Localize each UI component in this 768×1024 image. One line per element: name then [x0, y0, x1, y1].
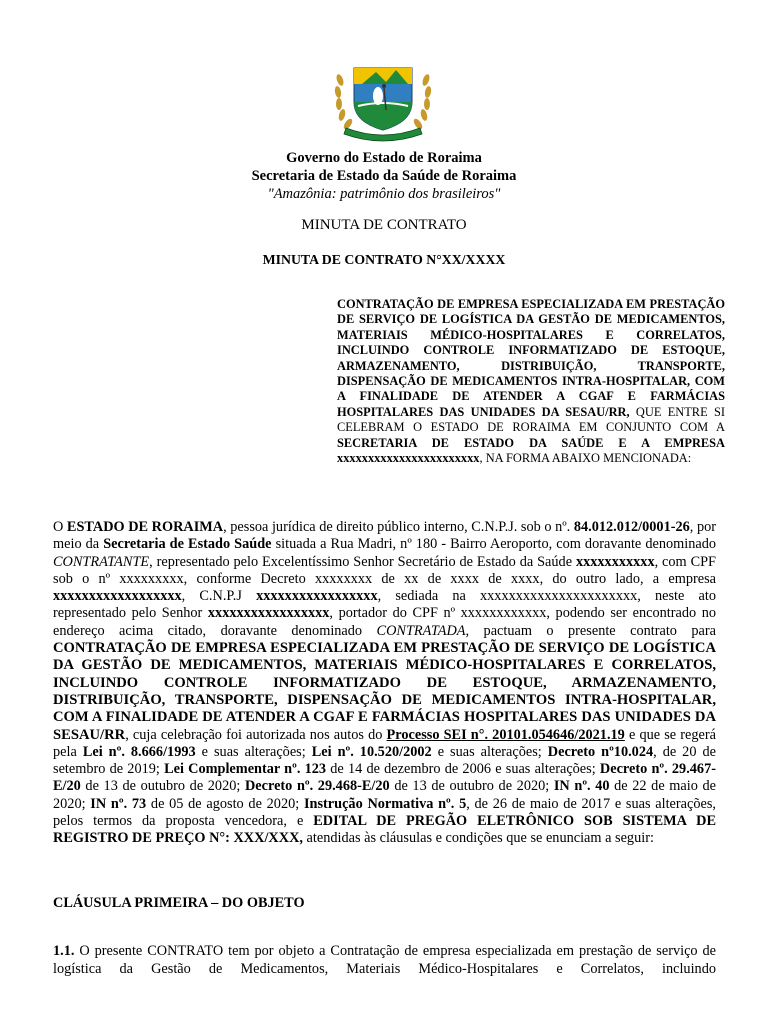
item-text: O presente CONTRATO tem por objeto a Contratação de empresa especializada em prestação de serviço de logística da Gestão de Medicamentos, Materiais Médico-Hospitalares e Correlatos, incluindo: [53, 943, 716, 977]
shield: [354, 68, 412, 130]
clause-heading: CLÁUSULA PRIMEIRA – DO OBJETO: [53, 895, 305, 911]
item-number: 1.1.: [53, 943, 75, 959]
secretariat-heading: Secretaria de Estado da Saúde de Roraima: [251, 168, 517, 184]
wheat-right: [412, 73, 432, 130]
document-title: MINUTA DE CONTRATO: [301, 217, 467, 233]
motto-text: "Amazônia: patrimônio dos brasileiros": [267, 186, 501, 202]
wheat-left: [334, 73, 354, 130]
summary-text-2: , NA FORMA ABAIXO MENCIONADA:: [479, 451, 692, 466]
summary-text: QUE ENTRE SI CELEBRAM O ESTADO DE RORAIMA EM CONJUNTO COM A: [337, 404, 725, 435]
preamble-paragraph: O ESTADO DE RORAIMA, pessoa jurídica de direito público interno, C.N.P.J. sob o nº. 84.012.012/0001-26, por meio da Secretaria de Estado Saúde situada a Rua Madri, nº 180 - Bairro Aeroporto, com doravante denominado CONTRATANTE, representado pelo Excelentíssimo Senhor Secretário de Estado da Saúde xxxxxxxxxxx, com CPF sob o nº xxxxxxxxx, conforme Decreto xxxxxxxx de xx de xxxx de xxxx, do outro lado, a empresa xxxxxxxxxxxxxxxxxx, C.N.P.J xxxxxxxxxxxxxxxxx, sediada na xxxxxxxxxxxxxxxxxxxxxx, neste ato representado pelo Senhor xxxxxxxxxxxxxxxxx, portador do CPF nº xxxxxxxxxxxx, podendo ser encontrado no endereço acima citado, doravante denominado CONTRATADA, pactuam o presente contrato para CONTRATAÇÃO DE EMPRESA ESPECIALIZADA EM PRESTAÇÃO DE SERVIÇO DE LOGÍSTICA DA GESTÃO DE MEDICAMENTOS, MATERIAIS MÉDICO-HOSPITALARES E CORRELATOS, INCLUINDO CONTROLE INFORMATIZADO DE ESTOQUE, ARMAZENAMENTO, DISTRIBUIÇÃO, TRANSPORTE, DISPENSAÇÃO DE MEDICAMENTOS INTRA-HOSPITALAR, COM A FINALIDADE DE ATENDER A CGAF E FARMÁCIAS HOSPITALARES DAS UNIDADES DA SESAU/RR, cuja celebração foi autorizada nos autos do Processo SEI n°. 20101.054646/2021.19 e que se regerá pela Lei nº. 8.666/1993 e suas alterações; Lei nº. 10.520/2002 e suas alterações; Decreto nº10.024, de 20 de setembro de 2019; Lei Complementar nº. 123 de 14 de dezembro de 2006 e suas alterações; Decreto nº. 29.467-E/20 de 13 de outubro de 2020; Decreto nº. 29.468-E/20 de 13 de outubro de 2020; IN nº. 40 de 22 de maio de 2020; IN nº. 73 de 05 de agosto de 2020; Instrução Normativa nº. 5, de 26 de maio de 2017 e suas alterações, pelos termos da proposta vencedora, e EDITAL DE PREGÃO ELETRÔNICO SOB SISTEMA DE REGISTRO DE PREÇO N°: XXX/XXX, atendidas às cláusulas e condições que se enunciam a seguir:: [53, 519, 717, 847]
government-heading: Governo do Estado de Roraima: [286, 150, 482, 166]
clause-item-1-1: [53, 942, 716, 978]
coat-of-arms-logo: [332, 62, 434, 142]
contract-number-title: MINUTA DE CONTRATO N°XX/XXXX: [262, 252, 506, 267]
contract-summary: [337, 297, 725, 466]
summary-bold-2: SECRETARIA DE ESTADO DA SAÚDE E A EMPRESA xxxxxxxxxxxxxxxxxxxxxxx: [337, 435, 725, 466]
summary-bold: CONTRATAÇÃO DE EMPRESA ESPECIALIZADA EM PRESTAÇÃO DE SERVIÇO DE LOGÍSTICA DA GESTÃO DE MEDICAMENTOS, MATERIAIS MÉDICO-HOSPITALARES E CORRELATOS, INCLUINDO CONTROLE INFORMATIZADO DE ESTOQUE, ARMAZENAMENTO, DISTRIBUIÇÃO, TRANSPORTE, DISPENSAÇÃO DE MEDICAMENTOS INTRA-HOSPITALAR, COM A FINALIDADE DE ATENDER A CGAF E FARMÁCIAS HOSPITALARES DAS UNIDADES DA SESAU/RR,: [337, 297, 725, 419]
